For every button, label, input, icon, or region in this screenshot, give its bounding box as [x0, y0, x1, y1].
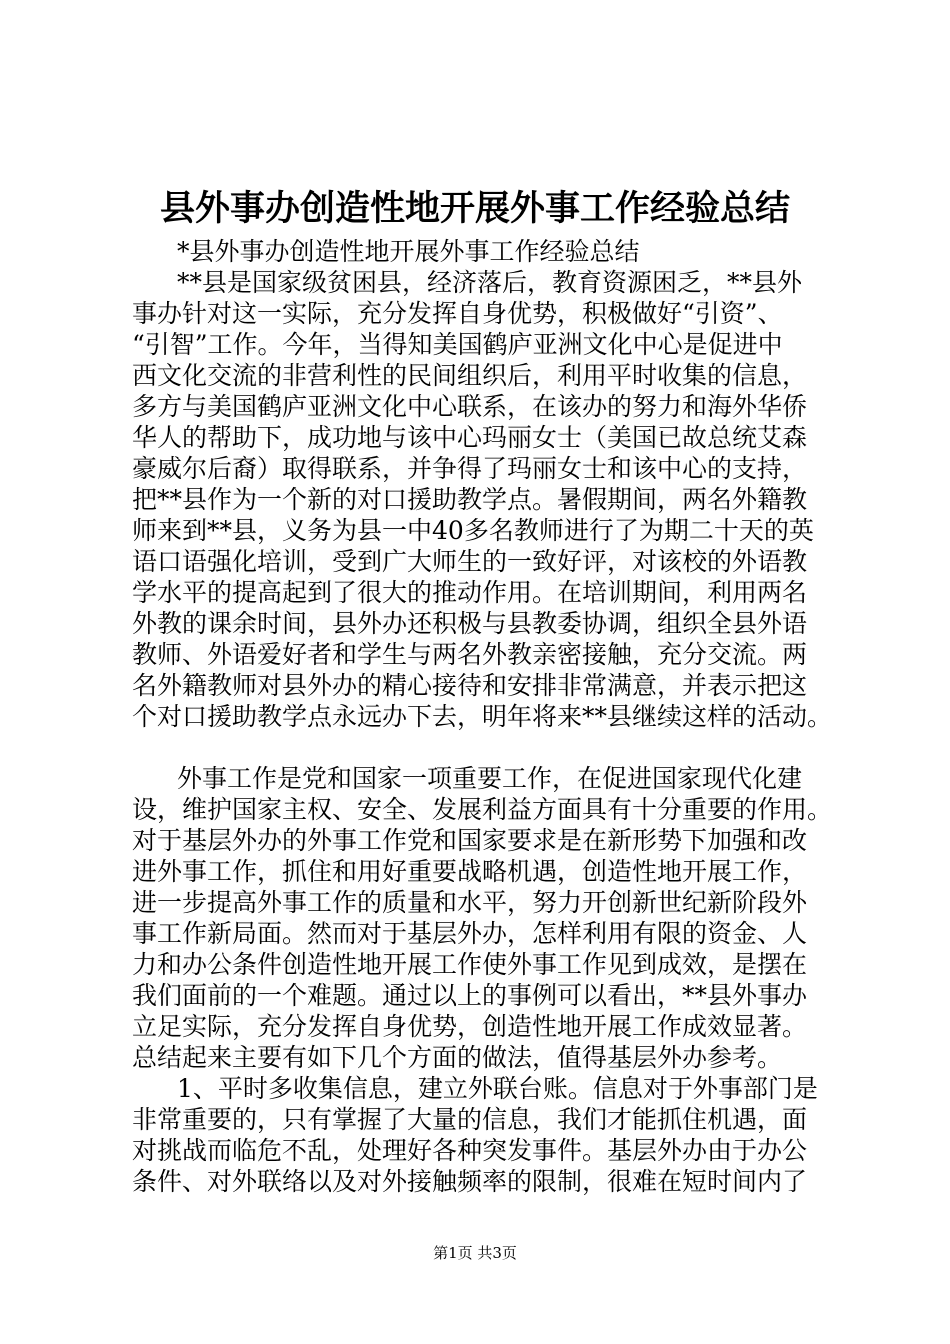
- text-line: 进外事工作，抓住和用好重要战略机遇，创造性地开展工作，: [132, 857, 808, 886]
- text-line: 事办针对这一实际，充分发挥自身优势，积极做好“引资”、: [132, 299, 783, 328]
- text-line: 立足实际，充分发挥自身优势，创造性地开展工作成效显著。: [132, 1012, 808, 1041]
- text-line: “引智”工作。今年，当得知美国鹤庐亚洲文化中心是促进中: [132, 330, 783, 359]
- text-line: 豪威尔后裔）取得联系，并争得了玛丽女士和该中心的支持，: [132, 454, 808, 483]
- text-line: 外事工作是党和国家一项重要工作，在促进国家现代化建: [177, 764, 803, 793]
- text-line: 条件、对外联络以及对外接触频率的限制，很难在短时间内了: [132, 1167, 808, 1196]
- text-line: 对于基层外办的外事工作党和国家要求是在新形势下加强和改: [132, 826, 808, 855]
- text-line: 1、平时多收集信息，建立外联台账。信息对于外事部门是: [177, 1074, 818, 1103]
- text-line: 非常重要的，只有掌握了大量的信息，我们才能抓住机遇，面: [132, 1105, 808, 1134]
- text-line: 力和办公条件创造性地开展工作使外事工作见到成效，是摆在: [132, 950, 808, 979]
- text-line: 个对口援助教学点永远办下去，明年将来**县继续这样的活动。: [132, 702, 832, 731]
- document-body: [132, 236, 832, 1197]
- text-line: 学水平的提高起到了很大的推动作用。在培训期间，利用两名: [132, 578, 808, 607]
- text-line: 外教的课余时间，县外办还积极与县教委协调，组织全县外语: [132, 609, 808, 638]
- document-title: 县外事办创造性地开展外事工作经验总结: [159, 188, 790, 229]
- text-line: *县外事办创造性地开展外事工作经验总结: [177, 237, 640, 266]
- text-line: 我们面前的一个难题。通过以上的事例可以看出，**县外事办: [132, 981, 808, 1010]
- text-line: 华人的帮助下，成功地与该中心玛丽女士（美国已故总统艾森: [132, 423, 808, 452]
- text-line: 西文化交流的非营利性的民间组织后，利用平时收集的信息，: [132, 361, 808, 390]
- blank-line: [132, 732, 832, 763]
- text-line: 设，维护国家主权、安全、发展利益方面具有十分重要的作用。: [132, 795, 832, 824]
- text-line: 进一步提高外事工作的质量和水平，努力开创新世纪新阶段外: [132, 888, 808, 917]
- page-footer: 第1页 共3页: [433, 1244, 517, 1262]
- text-line: 语口语强化培训，受到广大师生的一致好评，对该校的外语教: [132, 547, 808, 576]
- text-line: 对挑战而临危不乱，处理好各种突发事件。基层外办由于办公: [132, 1136, 808, 1165]
- text-line: 把**县作为一个新的对口援助教学点。暑假期间，两名外籍教: [132, 485, 808, 514]
- text-line: **县是国家级贫困县，经济落后，教育资源困乏，**县外: [177, 268, 803, 297]
- text-line: 师来到**县，义务为县一中40多名教师进行了为期二十天的英: [132, 516, 814, 545]
- text-line: 总结起来主要有如下几个方面的做法，值得基层外办参考。: [132, 1043, 783, 1072]
- text-line: 事工作新局面。然而对于基层外办，怎样利用有限的资金、人: [132, 919, 808, 948]
- text-line: 多方与美国鹤庐亚洲文化中心联系，在该办的努力和海外华侨: [132, 392, 808, 421]
- text-line: 教师、外语爱好者和学生与两名外教亲密接触，充分交流。两: [132, 640, 808, 669]
- text-line: 名外籍教师对县外办的精心接待和安排非常满意，并表示把这: [132, 671, 808, 700]
